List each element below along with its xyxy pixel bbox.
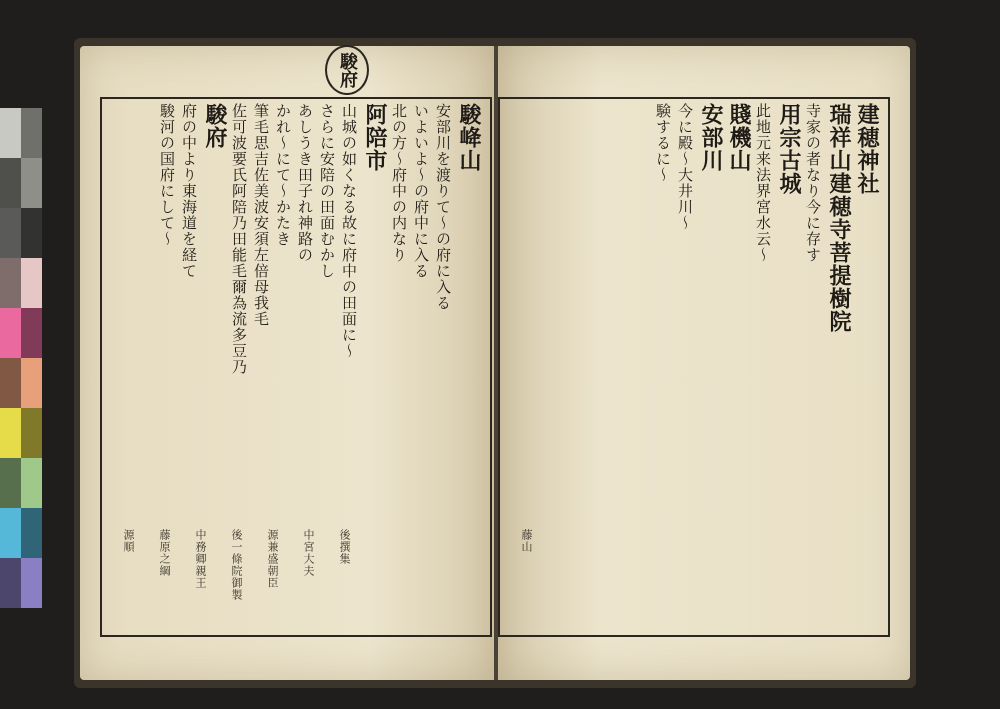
text-column: いよいよ〜の府中に入る: [412, 103, 430, 279]
author-attribution: 源兼盛朝臣: [266, 529, 279, 589]
color-swatch: [0, 258, 21, 308]
color-swatch: [0, 308, 21, 358]
color-swatch: [0, 358, 21, 408]
color-swatch: [0, 108, 21, 158]
author-attribution: 源順: [122, 529, 135, 553]
color-swatch: [0, 458, 21, 508]
text-column: 佐可波要氏阿陪乃田能毛爾為流多豆乃: [230, 103, 248, 375]
text-column: 筆毛思吉佐美波安須左倍母我毛: [252, 103, 270, 327]
text-column: あしうき田子れ神路の: [296, 103, 314, 263]
author-attribution: 中務卿親王: [194, 529, 207, 589]
text-column: かれ〜にて〜かたき: [274, 103, 292, 247]
color-swatch: [21, 508, 42, 558]
color-swatch: [21, 358, 42, 408]
color-swatch: [0, 208, 21, 258]
color-swatch: [0, 408, 21, 458]
color-swatch: [21, 558, 42, 608]
text-column: 駿河の国府にして〜: [158, 103, 176, 247]
text-column: 安部川: [698, 103, 724, 172]
text-column: 安部川を渡りて〜の府に入る: [434, 103, 452, 311]
text-column: 此地元来法界宮水云〜: [754, 103, 772, 263]
color-swatch: [21, 208, 42, 258]
text-column: 駿𡶶山: [456, 103, 482, 172]
text-column: 建穂神社: [854, 103, 880, 195]
author-attribution: 後撰集: [338, 529, 351, 565]
text-column: 今に殿〜大井川〜: [676, 103, 694, 231]
color-swatch: [21, 458, 42, 508]
text-column: 阿陪市: [362, 103, 388, 172]
text-column: さらに安陪の田面むかし: [318, 103, 336, 279]
text-column: 賤機山: [726, 103, 752, 172]
color-calibration-strip: [0, 108, 42, 606]
left-text-frame: [100, 97, 492, 637]
author-attribution: 藤原之綱: [158, 529, 171, 577]
color-swatch: [0, 558, 21, 608]
text-column: 山城の如くなる故に府中の田面に〜: [340, 103, 358, 359]
color-swatch: [0, 508, 21, 558]
author-attribution: 藤山: [520, 529, 533, 553]
color-swatch: [21, 308, 42, 358]
text-column: 瑞祥山建穂寺菩提樹院: [826, 103, 852, 333]
color-swatch: [21, 258, 42, 308]
text-column: 駿府: [202, 103, 228, 149]
text-column: 寺家の者なり今に存す: [804, 103, 822, 263]
text-column: 用宗古城: [776, 103, 802, 195]
author-attribution: 後一條院御製: [230, 529, 243, 601]
color-swatch: [0, 158, 21, 208]
text-column: 北の方〜府中の内なり: [390, 103, 408, 263]
color-swatch: [21, 408, 42, 458]
text-column: 験するに〜: [654, 103, 672, 183]
color-swatch: [21, 108, 42, 158]
text-column: 府の中より東海道を経て: [180, 103, 198, 279]
district-mark: 駿府: [325, 45, 369, 95]
color-swatch: [21, 158, 42, 208]
right-text-frame: [498, 97, 890, 637]
author-attribution: 中宮大夫: [302, 529, 315, 577]
